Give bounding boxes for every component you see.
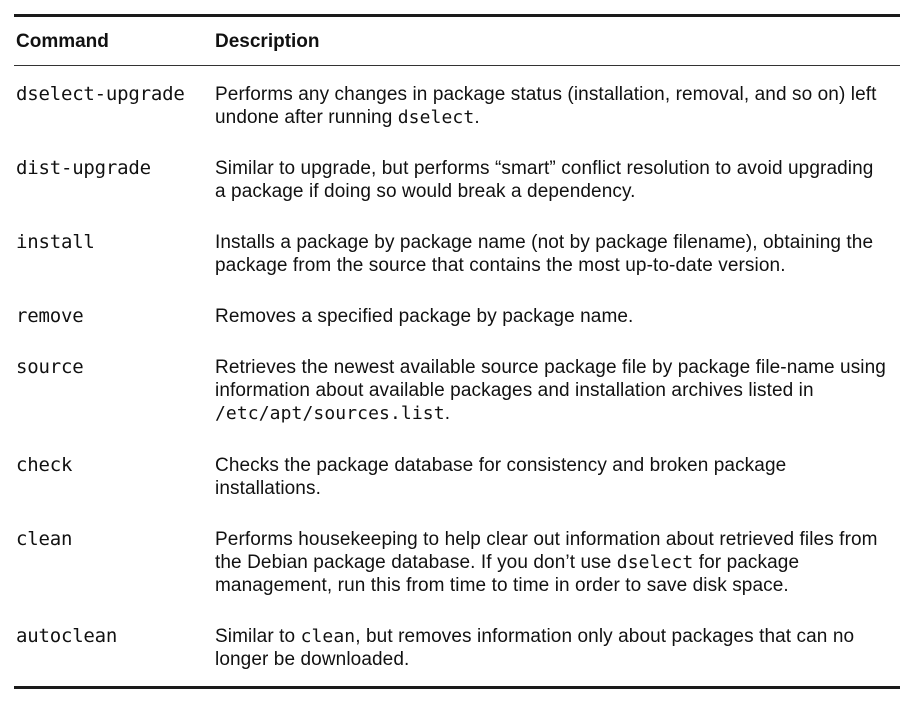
description-cell [215,83,887,129]
description-text: Similar to [215,626,301,647]
inline-code: /etc/apt/sources.list [215,403,445,424]
table-top-rule [14,14,900,17]
command-cell: dist-upgrade [16,157,151,179]
description-text: Performs any changes in package status (installation, removal, and so on) left undone after running [215,84,877,128]
description-cell [215,305,887,328]
description-text: Retrieves the newest available source package file by package file-name using information about available packages and installation archives listed in [215,357,886,401]
header-rule [14,65,900,66]
header-command: Command [16,31,109,52]
inline-code: dselect [616,552,694,573]
description-text: Installs a package by package name (not by package filename), obtaining the package from the source that contains the most up-to-date version. [215,232,874,276]
command-cell: autoclean [16,625,118,647]
header-description: Description [215,31,320,52]
command-cell: dselect-upgrade [16,83,185,105]
description-cell [215,356,887,425]
description-text: . [444,403,451,424]
command-cell: check [16,454,73,476]
description-text: Performs housekeeping to help clear out information about retrieved files from the Debian package database. If you don’t use [215,529,878,573]
description-cell [215,528,887,597]
description-text: . [474,107,480,128]
command-cell: clean [16,528,73,550]
description-text: Checks the package database for consistency and broken package installations. [215,455,787,499]
command-cell: remove [16,305,84,327]
description-cell [215,157,887,203]
command-cell: install [16,231,95,253]
description-cell [215,454,887,500]
description-cell [215,231,887,277]
table-bottom-rule [14,686,900,689]
inline-code: dselect [397,107,475,128]
inline-code: clean [300,626,356,647]
command-cell: source [16,356,84,378]
description-text: , but removes information only about packages that can no longer be downloaded. [215,626,855,670]
description-text: Similar to upgrade, but performs “smart” conflict resolution to avoid upgrading a package if doing so would break a dependency. [215,158,874,202]
description-text: for package management, run this from time to time in order to save disk space. [215,552,800,596]
description-cell [215,625,887,671]
description-text: Removes a specified package by package name. [215,306,634,327]
